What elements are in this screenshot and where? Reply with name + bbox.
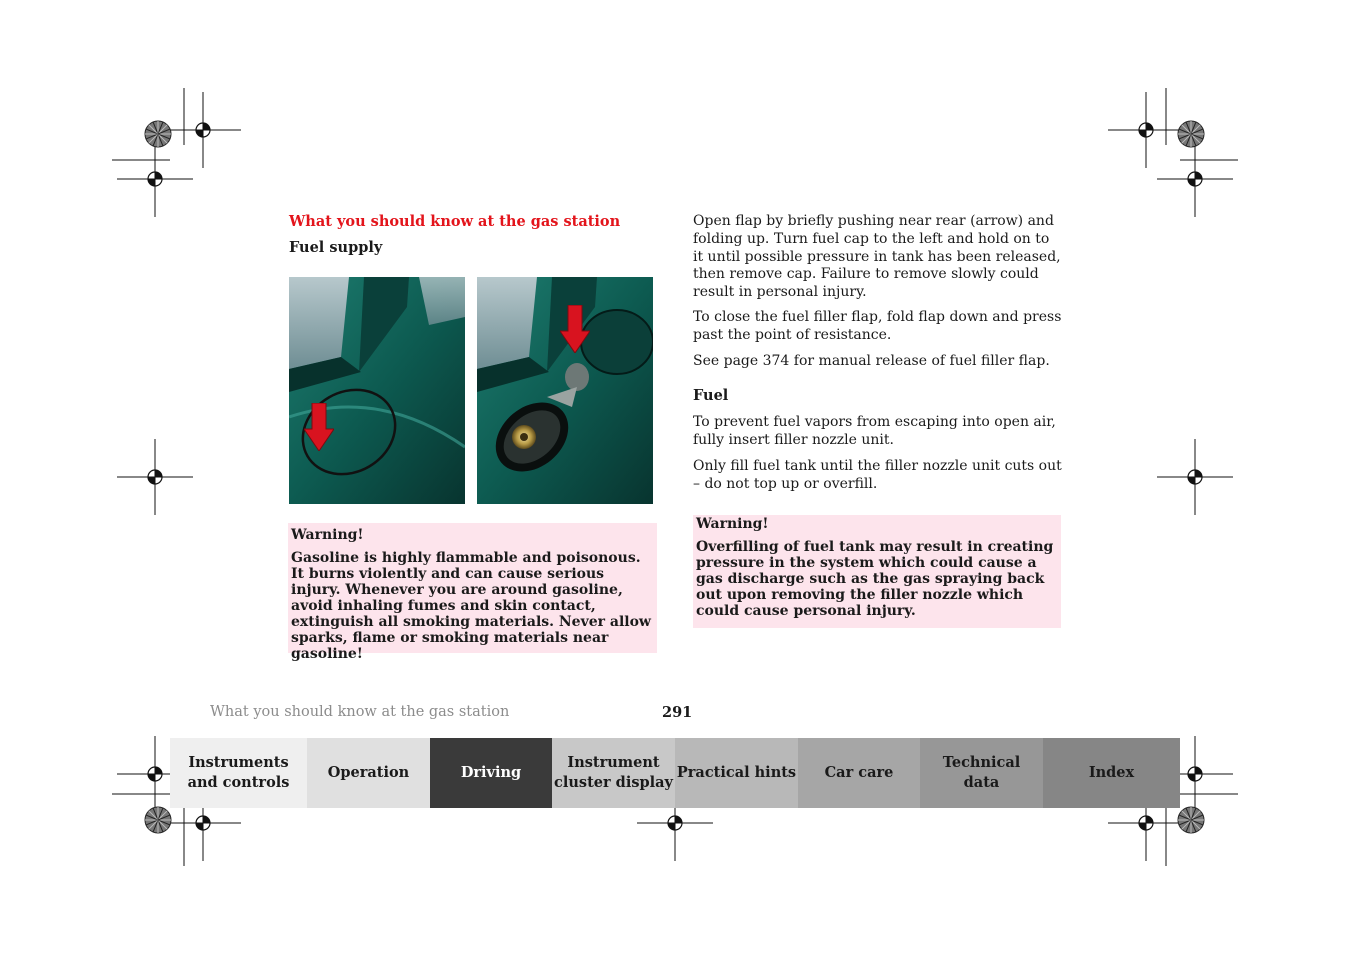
tab-practical-hints[interactable]: Practical hints	[675, 738, 798, 808]
tab-car-care[interactable]: Car care	[798, 738, 920, 808]
manual-release-paragraph: See page 374 for manual release of fuel filler flap.	[693, 353, 1050, 369]
registration-mark-icon	[1157, 141, 1233, 217]
fill-level-line-2: – do not top up or overfill.	[693, 475, 878, 492]
registration-mark-icon	[117, 439, 193, 515]
close-flap-paragraph: To close the fuel filler flap, fold flap down and press past the point of resistance.	[693, 309, 1062, 343]
footer-section-title: What you should know at the gas station	[210, 704, 510, 720]
red-down-arrow-icon	[560, 305, 590, 353]
registration-mark-icon	[165, 92, 241, 168]
warning-title: Warning!	[291, 527, 364, 543]
tab-technical-data[interactable]: Technical data	[920, 738, 1043, 808]
color-wheel-icon	[1178, 121, 1204, 147]
registration-mark-icon	[1157, 439, 1233, 515]
color-wheel-icon	[145, 121, 171, 147]
fuel-supply-heading: Fuel supply	[289, 239, 383, 256]
tab-instrument-cluster-display[interactable]: Instrument cluster display	[552, 738, 675, 808]
open-flap-paragraph: Open flap by briefly pushing near rear (arrow) and folding up. Turn fuel cap to the left and hold on to it until possible pressure in tank has been released, then remove cap. Failure to remove slowly could result in personal injury.	[693, 213, 1061, 301]
tab-instruments-and-controls[interactable]: Instruments and controls	[170, 738, 307, 808]
fuel-flap-closed-photo	[289, 277, 465, 504]
gasoline-warning-box	[288, 523, 657, 662]
red-down-arrow-icon	[304, 403, 334, 451]
fuel-heading: Fuel	[693, 387, 729, 404]
color-wheel-icon	[1178, 807, 1204, 833]
page-number: 291	[662, 704, 693, 721]
fuel-vapors-paragraph: To prevent fuel vapors from escaping into open air, fully insert filler nozzle unit.	[693, 414, 1056, 448]
warning-body: Overfilling of fuel tank may result in creating pressure in the system which could cause a gas discharge such as the gas spraying back out upon removing the filler nozzle which could cause personal injury.	[696, 539, 1054, 619]
registration-mark-icon	[1108, 92, 1184, 168]
overfilling-warning-box	[693, 515, 1061, 628]
warning-body: Gasoline is highly flammable and poisonous. It burns violently and can cause serious injury. Whenever you are around gasoline, avoid inhaling fumes and skin contact, extinguish all smoking materials. Never allow sparks, flame or smoking materials near gasoline!	[291, 550, 651, 662]
fill-level-paragraph	[693, 458, 1063, 494]
warning-title: Warning!	[696, 516, 769, 532]
section-heading: What you should know at the gas station	[289, 213, 621, 230]
tab-driving[interactable]: Driving	[430, 738, 552, 808]
chapter-navigation-bar	[170, 738, 1180, 808]
registration-mark-icon	[117, 141, 193, 217]
color-wheel-icon	[145, 807, 171, 833]
tab-index[interactable]: Index	[1043, 738, 1180, 808]
fill-level-line-1: Only fill fuel tank until the filler nozzle unit cuts out	[693, 458, 1062, 474]
tab-operation[interactable]: Operation	[307, 738, 430, 808]
